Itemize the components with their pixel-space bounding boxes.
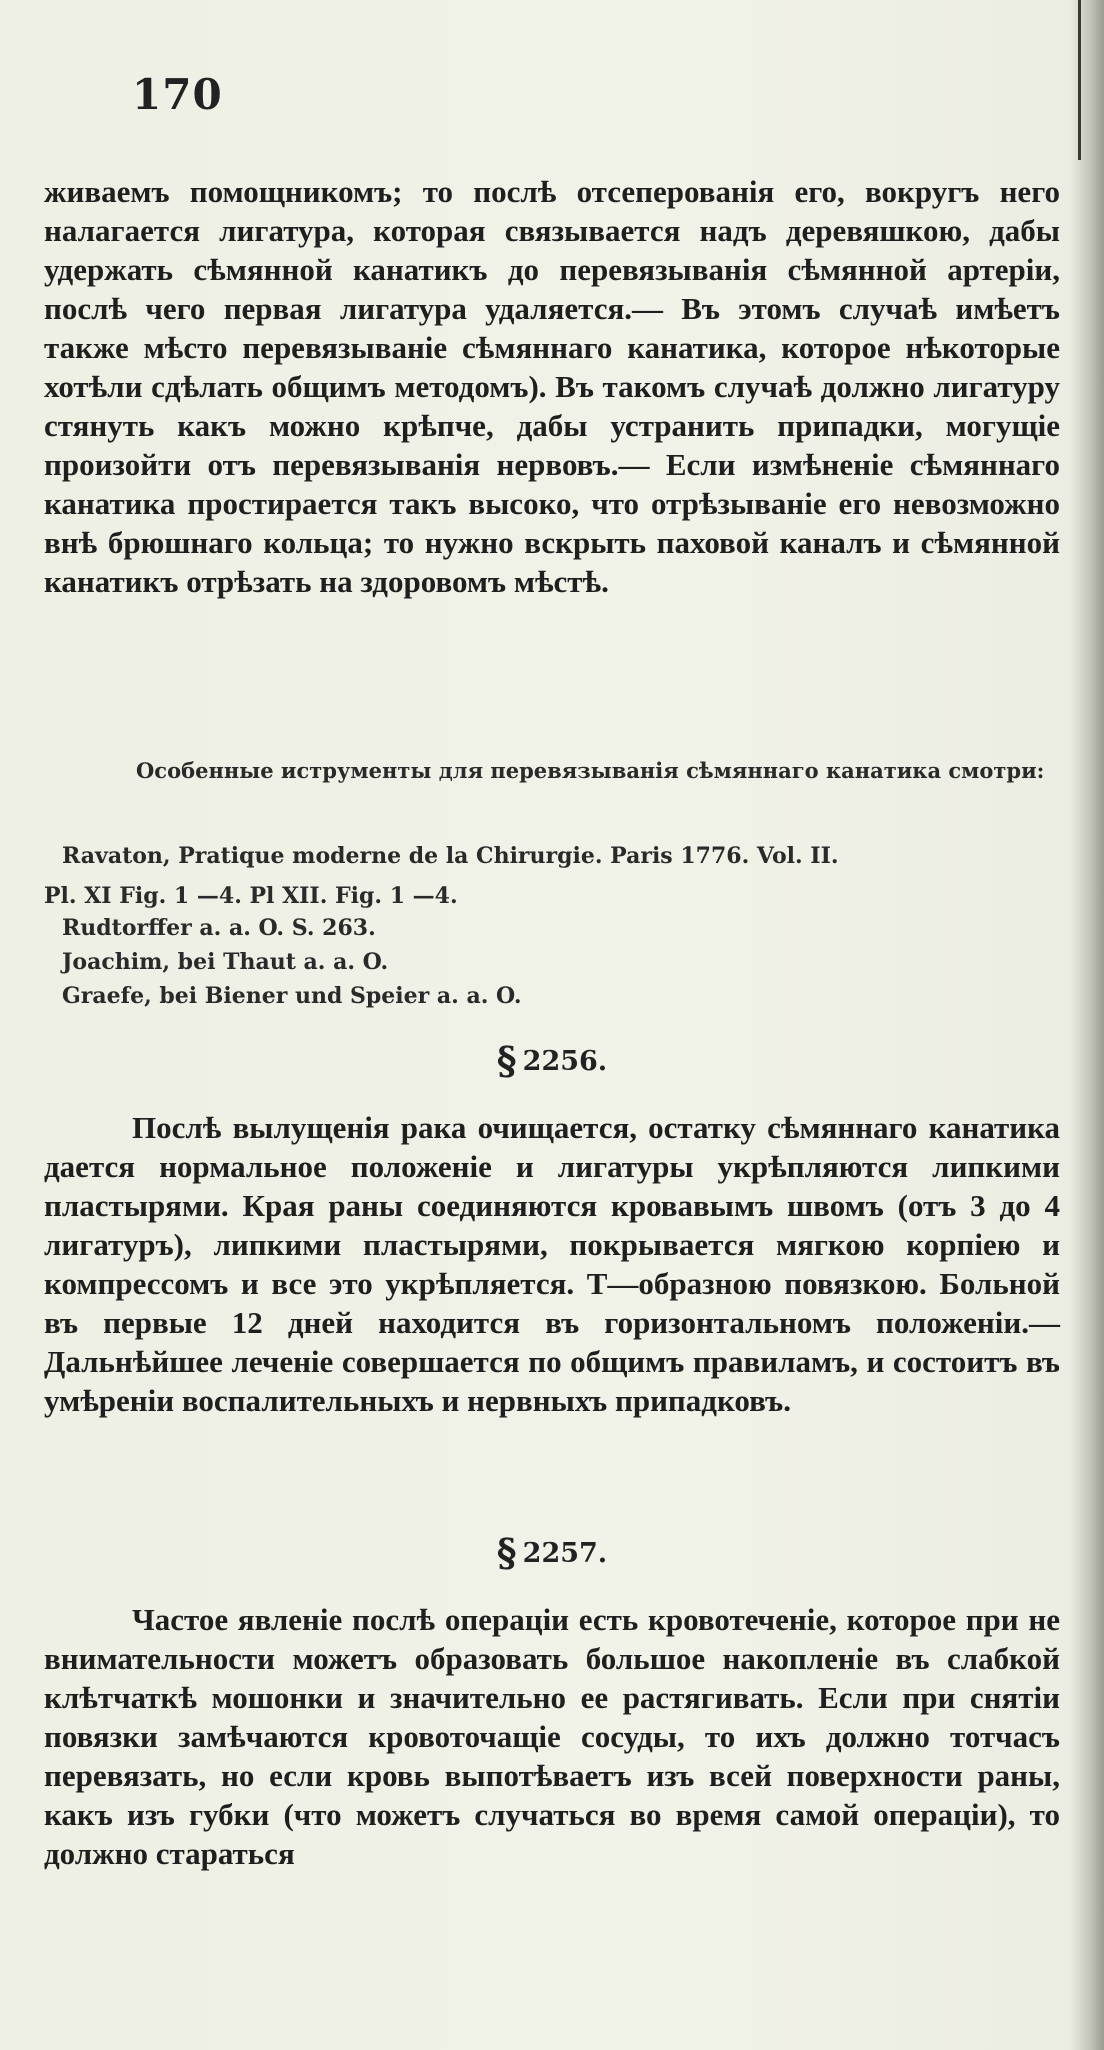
reference-joachim: Joachim, bei Thaut a. a. O. xyxy=(62,949,389,975)
paragraph-1: живаемъ помощникомъ; то послѣ отсеперованія его, вокругъ него налагается лигатура, которая связывается надъ деревяшкою, дабы удержать сѣмянной канатикъ до перевязыванія сѣмянной артеріи, послѣ чего первая лигатура удаляется.— Въ этомъ случаѣ имѣетъ также мѣсто перевязываніе сѣмяннаго канатика, которое нѣкоторые хотѣли сдѣлать общимъ методомъ). Въ такомъ случаѣ должно лигатуру стянуть какъ можно крѣпче, дабы устранить припадки, могущіе произойти отъ перевязыванія нервовъ.— Если измѣненіе сѣмяннаго канатика простирается такъ высоко, что отрѣзываніе его невозможно внѣ брюшнаго кольца; то нужно вскрыть паховой каналъ и сѣмянной канатикъ отрѣзать на здоровомъ мѣстѣ. xyxy=(44,174,1060,599)
paragraph-3: Частое явленіе послѣ операціи есть кровотеченіе, которое при не внимательности можетъ образовать большое накопленіе въ слабкой клѣтчаткѣ мошонки и значительно ее растягивать. Если при снятіи повязки замѣчаются кровоточащіе сосуды, то ихъ должно тотчасъ перевязать, но если кровь выпотѣваетъ изъ всей поверхности раны, какъ изъ губки (что можетъ случаться во время самой операціи), то должно стараться xyxy=(44,1602,1060,1871)
reference-graefe: Graefe, bei Biener und Speier a. a. O. xyxy=(62,983,522,1009)
reference-ravaton-line2: Pl. XI Fig. 1 —4. Pl XII. Fig. 1 —4. xyxy=(44,883,458,909)
page-number: 170 xyxy=(132,70,223,119)
instruments-note: Особенные иструменты для перевязыванія сѣмяннаго канатика смотри: xyxy=(136,758,1045,783)
gutter-line xyxy=(1078,0,1081,160)
reference-rudtorffer: Rudtorffer a. a. O. S. 263. xyxy=(62,915,376,941)
section-symbol: § xyxy=(496,1530,517,1575)
section-heading-2256 xyxy=(0,1038,1104,1083)
binding-shadow xyxy=(1070,0,1104,2050)
reference-ravaton-line1: Ravaton, Pratique moderne de la Chirurgie. Paris 1776. Vol. II. xyxy=(62,843,839,869)
section-number: 2257. xyxy=(522,1538,608,1569)
section-heading-2257 xyxy=(0,1530,1104,1575)
section-number: 2256. xyxy=(522,1046,608,1077)
paragraph-2: Послѣ вылущенія рака очищается, остатку сѣмяннаго канатика дается нормальное положеніе и лигатуры укрѣпляются липкими пластырями. Края раны соединяются кровавымъ швомъ (отъ 3 до 4 лигатуръ), липкими пластырями, покрывается мягкою корпіею и компрессомъ и все это укрѣпляется. Т—образною повязкою. Больной въ первые 12 дней находится въ горизонтальномъ положеніи.— Дальнѣйшее леченіе совершается по общимъ правиламъ, и состоитъ въ умѣреніи воспалительныхъ и нервныхъ припадковъ. xyxy=(44,1110,1060,1418)
section-symbol: § xyxy=(496,1038,517,1083)
